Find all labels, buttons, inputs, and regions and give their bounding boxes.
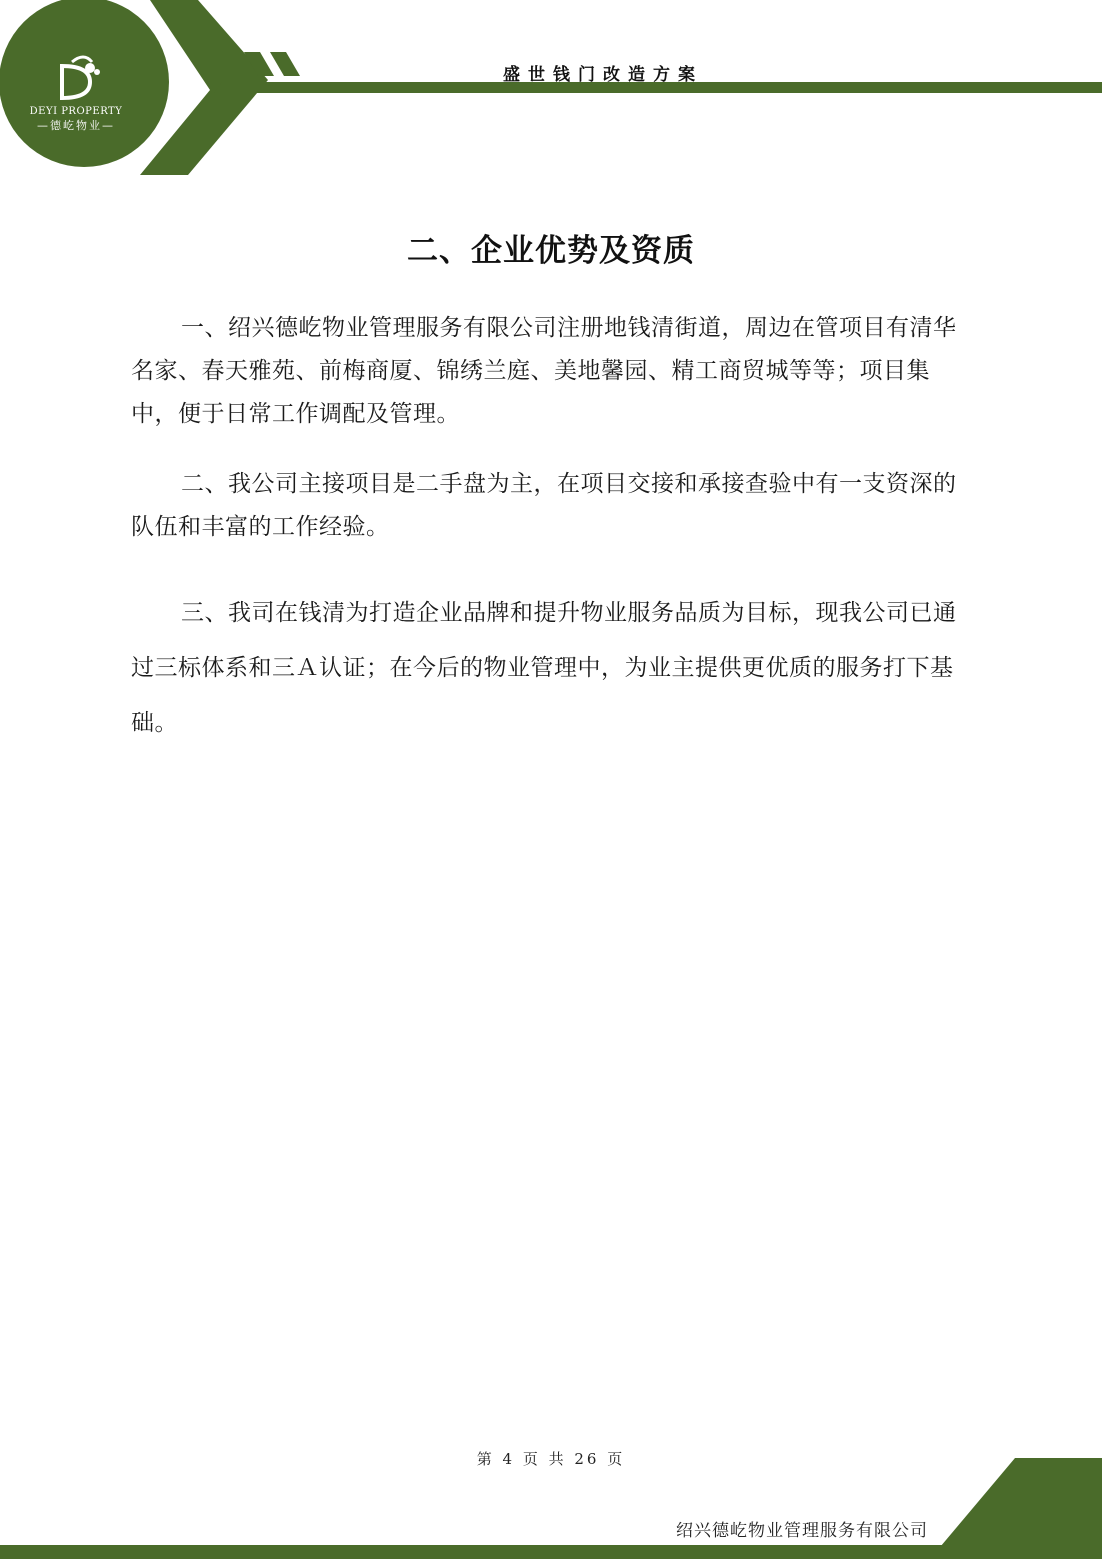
header-banner	[0, 0, 1102, 175]
page-number: 第 4 页 共 26 页	[476, 1450, 626, 1468]
paragraph-advantage-3: 三、我司在钱清为打造企业品牌和提升物业服务品质为目标，现我公司已通过三标体系和三Ａ认证；在今后的物业管理中，为业主提供更优质的服务打下基础。	[131, 600, 957, 736]
document-header-title-text: 盛世钱门改造方案	[503, 65, 703, 85]
footer-triangle-shape	[930, 1458, 1102, 1559]
paragraph-advantage-2: 二、我公司主接项目是二手盘为主，在项目交接和承接查验中有一支资深的队伍和丰富的工作经验。	[131, 471, 957, 540]
logo-text-cn: —德屹物业—	[37, 119, 115, 132]
document-header-title	[0, 60, 1102, 85]
footer-rule	[0, 1545, 1102, 1559]
section-title: 二、企业优势及资质	[407, 233, 695, 269]
footer-company-name: 绍兴德屹物业管理服务有限公司	[676, 1521, 928, 1541]
logo-text-en: DEYI PROPERTY	[29, 106, 123, 117]
paragraph-advantage-1: 一、绍兴德屹物业管理服务有限公司注册地钱清街道，周边在管项目有清华名家、春天雅苑、前梅商厦、锦绣兰庭、美地馨园、精工商贸城等等；项目集中，便于日常工作调配及管理。	[131, 315, 957, 427]
